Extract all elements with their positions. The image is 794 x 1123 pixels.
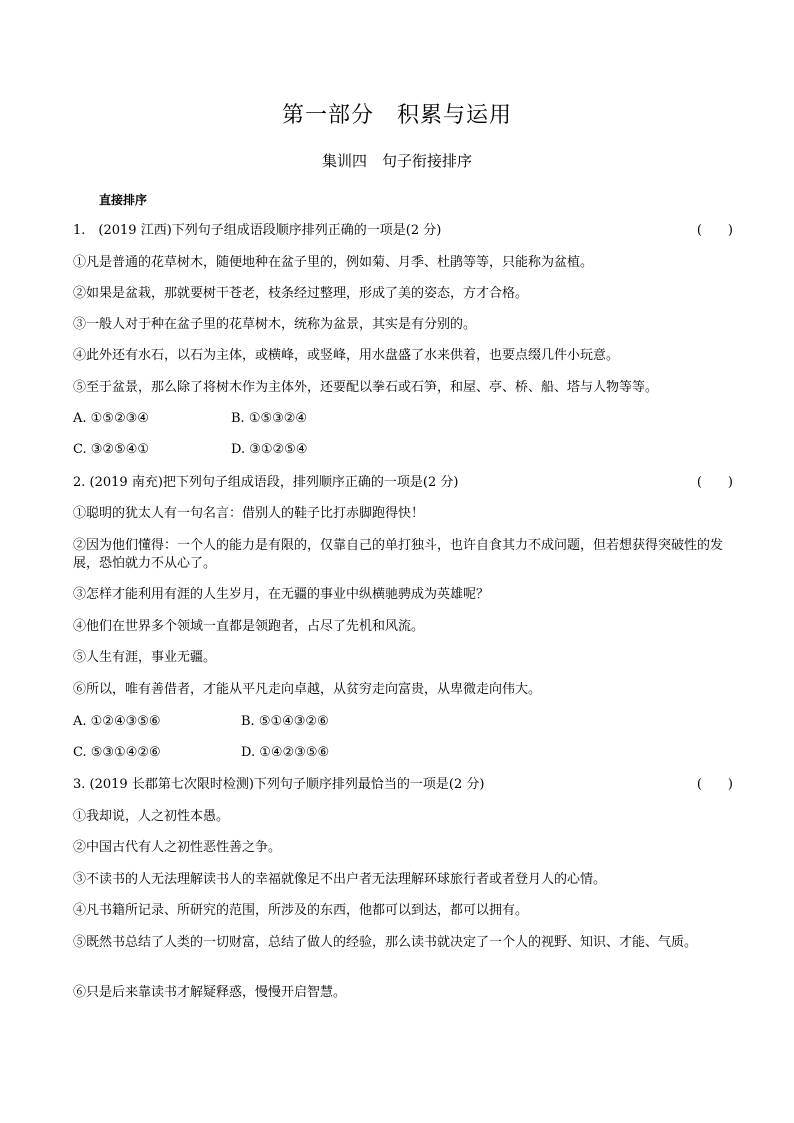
question-3-stem-row	[73, 776, 733, 794]
question-3-answer-blank: ( )	[696, 777, 733, 792]
question-1-stem: 1. (2019 江西)下列句子组成语段顺序排列正确的一项是(2 分)	[73, 223, 442, 238]
q1-option-d: D. ③①②⑤④	[231, 442, 308, 457]
q2-options-row-1	[73, 713, 733, 731]
q3-sentence-2: ②中国古代有人之初性恶性善之争。	[73, 840, 282, 855]
q1-options-row-1	[73, 410, 733, 428]
q2-option-a: A. ①②④③⑤⑥	[73, 714, 161, 729]
q3-sentence-1: ①我却说，人之初性本愚。	[73, 809, 230, 824]
q2-sentence-4: ④他们在世界多个领域一直都是领跑者，占尽了先机和风流。	[73, 619, 425, 634]
q2-sentence-5: ⑤人生有涯，事业无疆。	[73, 650, 217, 665]
question-1-answer-blank: ( )	[696, 223, 733, 238]
question-2-stem-row	[73, 474, 733, 492]
q1-sentence-4: ④此外还有水石，以石为主体，或横峰，或竖峰，用水盘盛了水来供着，也要点缀几件小玩意。	[73, 348, 620, 363]
q2-options-row-2	[73, 744, 733, 762]
q1-sentence-2: ②如果是盆栽，那就要树干苍老，枝条经过整理，形成了美的姿态，方才合格。	[73, 286, 529, 301]
q2-sentence-2: ②因为他们懂得：一个人的能力是有限的，仅靠自己的单打独斗，也许自食其力不成问题，但若想获得突破性的发展，恐怕就力不从心了。	[73, 538, 724, 571]
q1-option-b: B. ①⑤③②④	[231, 411, 308, 426]
q1-sentence-3: ③一般人对于种在盆子里的花草树木，统称为盆景，其实是有分别的。	[73, 317, 477, 332]
q1-options-row-2	[73, 441, 733, 459]
q2-sentence-1: ①聪明的犹太人有一句名言：借别人的鞋子比打赤脚跑得快！	[73, 506, 425, 521]
q2-sentence-6: ⑥所以，唯有善借者，才能从平凡走向卓越，从贫穷走向富贵，从卑微走向伟大。	[73, 682, 542, 697]
q3-sentence-5: ⑤既然书总结了人类的一切财富，总结了做人的经验，那么读书就决定了一个人的视野、知识、才能、气质。	[73, 935, 698, 950]
question-3-stem: 3. (2019 长郡第七次限时检测)下列句子顺序排列最恰当的一项是(2 分)	[73, 777, 485, 792]
q3-sentence-6: ⑥只是后来靠读书才解疑释惑，慢慢开启智慧。	[73, 985, 347, 1000]
section-heading: 直接排序	[99, 193, 148, 207]
q1-sentence-1: ①凡是普通的花草树木，随便地种在盆子里的，例如菊、月季、杜鹃等等，只能称为盆植。	[73, 255, 594, 270]
page-subtitle: 集训四 句子衔接排序	[321, 152, 472, 170]
q3-sentence-4: ④凡书籍所记录、所研究的范围，所涉及的东西，他都可以到达，都可以拥有。	[73, 903, 529, 918]
question-2-answer-blank: ( )	[696, 475, 733, 490]
q2-sentence-3: ③怎样才能利用有涯的人生岁月，在无疆的事业中纵横驰骋成为英雄呢？	[73, 587, 490, 602]
page-title: 第一部分 积累与运用	[281, 103, 512, 128]
q1-sentence-5: ⑤至于盆景，那么除了将树木作为主体外，还要配以拳石或石笋，和屋、亭、桥、船、塔与人物等等。	[73, 380, 659, 395]
q2-option-d: D. ①④②③⑤⑥	[241, 745, 330, 760]
q2-option-c: C. ⑤③①④②⑥	[73, 745, 161, 760]
q1-option-c: C. ③②⑤④①	[73, 442, 150, 457]
question-2-stem: 2. (2019 南充)把下列句子组成语段，排列顺序正确的一项是(2 分)	[73, 475, 459, 490]
q3-sentence-3: ③不读书的人无法理解读书人的幸福就像足不出户者无法理解环球旅行者或者登月人的心情。	[73, 872, 607, 887]
q1-option-a: A. ①⑤②③④	[73, 411, 149, 426]
question-1-stem-row	[73, 222, 733, 240]
q2-option-b: B. ⑤①④③②⑥	[241, 714, 329, 729]
